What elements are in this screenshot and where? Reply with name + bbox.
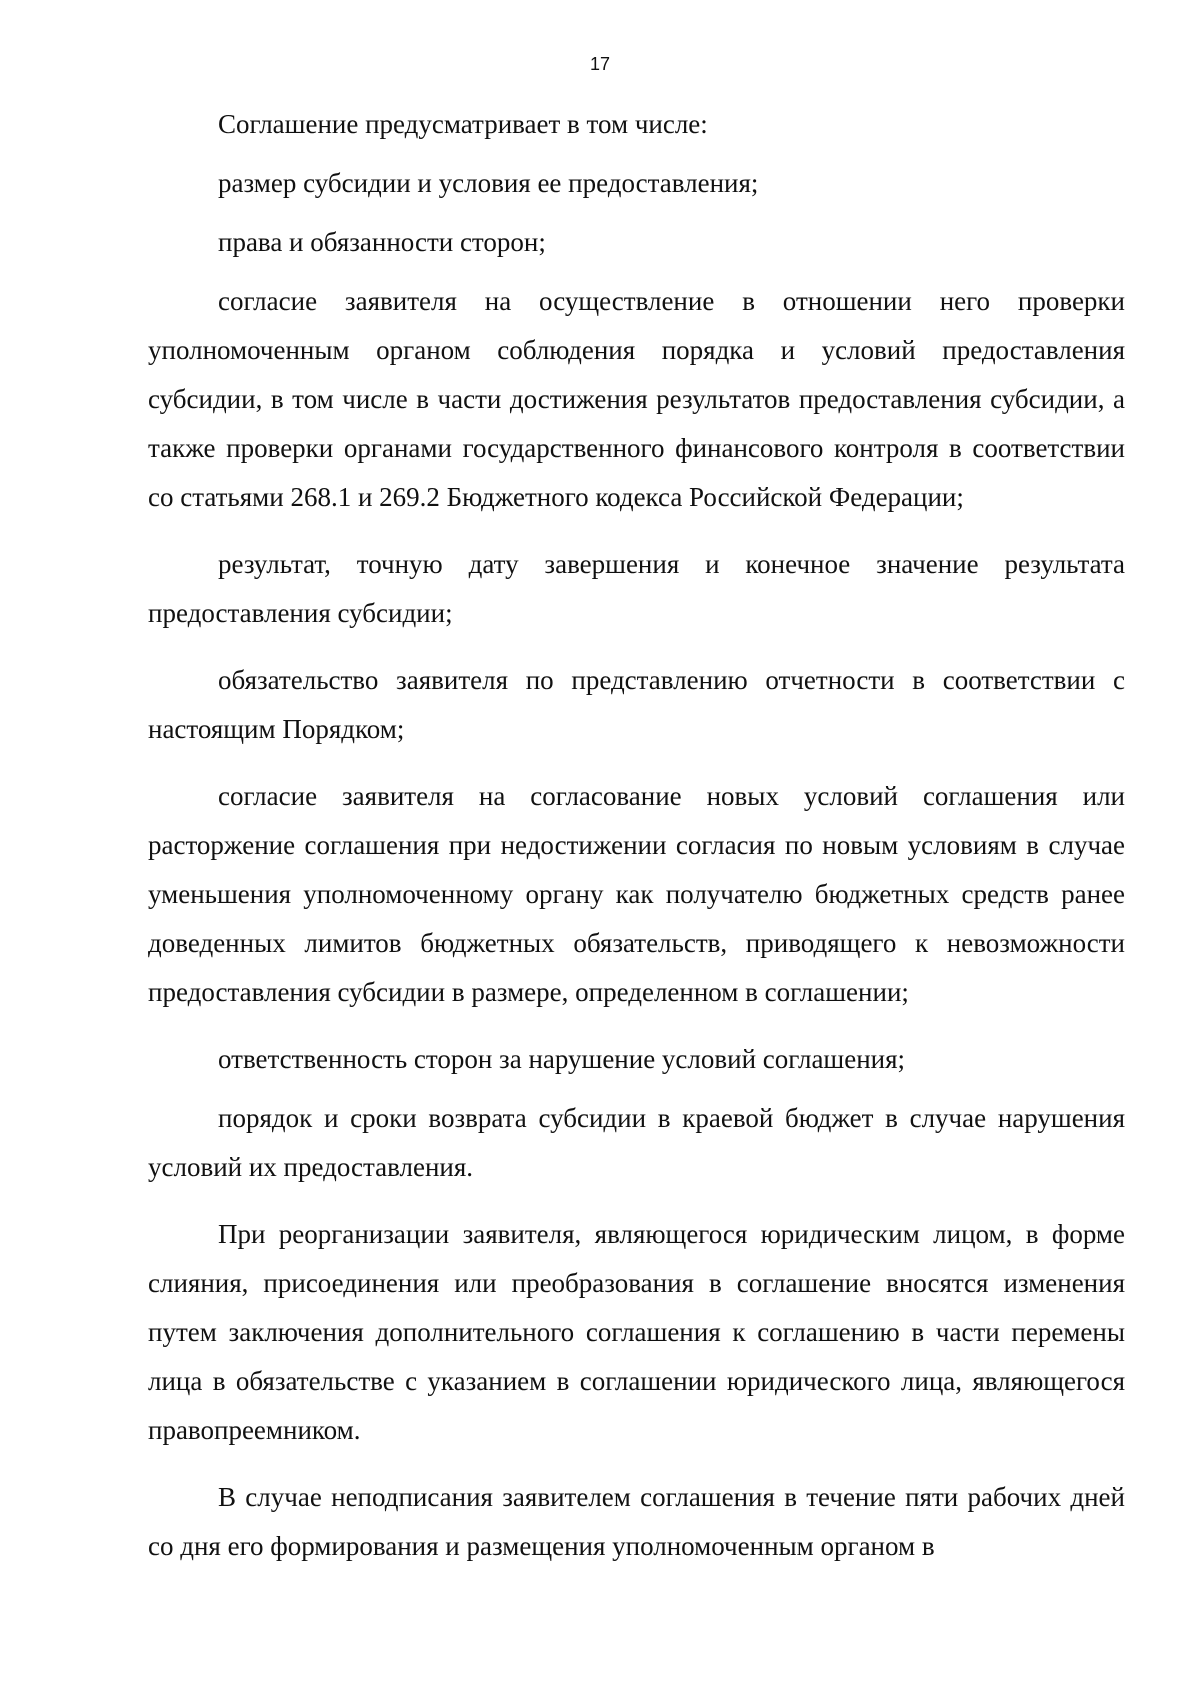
paragraph-non-signing: В случае неподписания заявителем соглашения в течение пяти рабочих дней со дня его формирования и размещения уполномоченным органом в: [148, 1482, 1125, 1561]
paragraph-rights-obligations: права и обязанности сторон;: [218, 227, 546, 257]
paragraph-result-completion-date: результат, точную дату завершения и конечное значение результата предоставления субсидии;: [148, 549, 1125, 628]
paragraph-consent-new-conditions: согласие заявителя на согласование новых условий соглашения или расторжение соглашения при недостижении согласия по новым условиям в случае уменьшения уполномоченному органу как получателю бюджетных средств ранее доведенных лимитов бюджетных обязательств, приводящего к невозможности предоставления субсидии в размере, определенном в соглашении;: [148, 781, 1125, 1007]
paragraph-agreement-intro: Соглашение предусматривает в том числе:: [218, 109, 708, 139]
page-number: 17: [589, 54, 611, 74]
document-body: [148, 100, 1125, 1589]
paragraph-liability: ответственность сторон за нарушение условий соглашения;: [218, 1044, 906, 1074]
paragraph-applicant-consent-inspection: согласие заявителя на осуществление в отношении него проверки уполномоченным органом соблюдения порядка и условий предоставления субсидии, в том числе в части достижения результатов предоставления субсидии, а также проверки органами государственного финансового контроля в соответствии со статьями 268.1 и 269.2 Бюджетного кодекса Российской Федерации;: [148, 286, 1125, 512]
paragraph-reorganization: При реорганизации заявителя, являющегося юридическим лицом, в форме слияния, присоединения или преобразования в соглашение вносятся изменения путем заключения дополнительного соглашения к соглашению в части перемены лица в обязательстве с указанием в соглашении юридического лица, являющегося правопреемником.: [148, 1219, 1125, 1445]
paragraph-refund-procedure: порядок и сроки возврата субсидии в краевой бюджет в случае нарушения условий их предоставления.: [148, 1103, 1125, 1182]
paragraph-subsidy-size: размер субсидии и условия ее предоставления;: [218, 168, 759, 198]
paragraph-reporting-obligation: обязательство заявителя по представлению отчетности в соответствии с настоящим Порядком;: [148, 665, 1125, 744]
